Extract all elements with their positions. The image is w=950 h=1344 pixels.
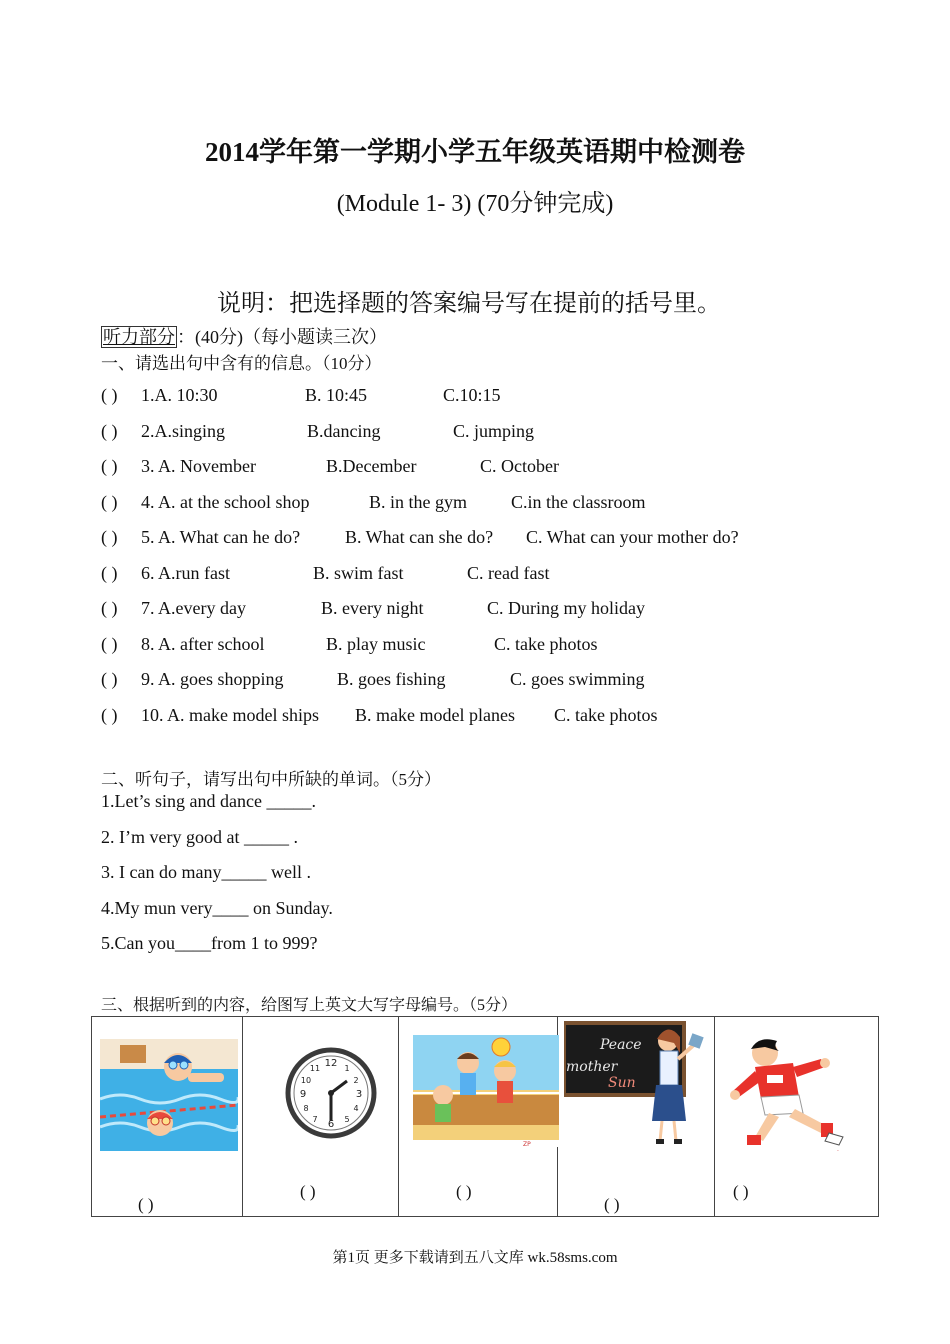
fill-item: 3. I can do many_____ well .: [101, 862, 311, 882]
svg-text:5: 5: [344, 1115, 350, 1124]
option-c: C. During my holiday: [487, 598, 645, 618]
svg-text:1: 1: [344, 1064, 350, 1073]
answer-paren[interactable]: ( ): [101, 527, 118, 547]
board-word: mother: [566, 1059, 618, 1075]
picture-cell: [92, 1017, 243, 1217]
svg-text:.: .: [837, 1146, 839, 1153]
teacher-blackboard-icon: [564, 1019, 709, 1149]
picture-table: [91, 1016, 879, 1217]
option-a: 10. A. make model ships: [141, 705, 319, 725]
answer-paren[interactable]: ( ): [101, 456, 118, 476]
football-player-icon: [725, 1033, 875, 1153]
option-a: 5. A. What can he do?: [141, 527, 301, 547]
board-word: Peace: [600, 1037, 642, 1053]
option-a: 1.A. 10:30: [141, 385, 218, 405]
option-b: B. swim fast: [313, 563, 404, 583]
svg-text:12: 12: [324, 1058, 338, 1069]
picture-cell: [243, 1017, 399, 1217]
answer-paren[interactable]: ( ): [101, 705, 118, 725]
answer-paren[interactable]: ( ): [101, 598, 118, 618]
answer-paren[interactable]: ( ): [101, 421, 118, 441]
svg-text:7: 7: [312, 1115, 318, 1124]
instruction: 说明：把选择题的答案编号写在提前的括号里。: [217, 291, 721, 317]
svg-text:11: 11: [309, 1064, 321, 1073]
answer-paren[interactable]: ( ): [456, 1182, 472, 1201]
option-b: B. 10:45: [305, 385, 368, 405]
answer-paren[interactable]: ( ): [300, 1182, 316, 1201]
option-a: 3. A. November: [141, 456, 256, 476]
svg-text:4: 4: [353, 1104, 359, 1113]
option-b: B. play music: [326, 634, 426, 654]
answer-paren[interactable]: ( ): [101, 669, 118, 689]
fill-item: 1.Let’s sing and dance _____.: [101, 791, 316, 811]
option-b: B.December: [326, 456, 417, 476]
svg-text:ZP: ZP: [523, 1141, 531, 1147]
option-a: 7. A.every day: [141, 598, 246, 618]
option-a: 8. A. after school: [141, 634, 265, 654]
page-title: 2014学年第一学期小学五年级英语期中检测卷: [205, 137, 745, 167]
option-c: C. take photos: [554, 705, 658, 725]
option-b: B. goes fishing: [337, 669, 446, 689]
picture-cell: [399, 1017, 558, 1217]
section2-heading: 二、听句子，请写出句中所缺的单词。（5分）: [101, 770, 441, 789]
answer-paren[interactable]: ( ): [101, 634, 118, 654]
answer-paren[interactable]: ( ): [101, 385, 118, 405]
svg-text:8: 8: [303, 1104, 309, 1113]
option-b: B.dancing: [307, 421, 381, 441]
svg-text:9: 9: [299, 1089, 307, 1100]
option-a: 4. A. at the school shop: [141, 492, 310, 512]
option-b: B. every night: [321, 598, 424, 618]
fill-item: 5.Can you____from 1 to 999?: [101, 933, 318, 953]
listening-heading: [101, 323, 387, 349]
svg-text:6: 6: [327, 1119, 335, 1130]
fill-item: 4.My mun very____ on Sunday.: [101, 898, 333, 918]
answer-paren[interactable]: ( ): [604, 1195, 620, 1214]
svg-text:2: 2: [353, 1076, 359, 1085]
swimming-kids-icon: [100, 1039, 238, 1151]
svg-text:3: 3: [355, 1089, 363, 1100]
board-word: Sun: [608, 1075, 636, 1091]
answer-paren[interactable]: ( ): [733, 1182, 749, 1201]
answer-paren[interactable]: ( ): [101, 492, 118, 512]
option-c: C.10:15: [443, 385, 501, 405]
option-a: 6. A.run fast: [141, 563, 230, 583]
section3-heading: 三、根据听到的内容，给图写上英文大写字母编号。（5分）: [101, 997, 518, 1014]
page-footer: 第1页 更多下载请到五八文库 wk.58sms.com: [332, 1250, 618, 1266]
option-c: C. October: [480, 456, 559, 476]
picture-cell: [558, 1017, 715, 1217]
option-c: C. take photos: [494, 634, 598, 654]
svg-text:10: 10: [300, 1076, 312, 1085]
option-b: B. What can she do?: [345, 527, 494, 547]
option-c: C. read fast: [467, 563, 550, 583]
clock-icon: [285, 1047, 377, 1139]
option-c: C.in the classroom: [511, 492, 646, 512]
option-c: C. What can your mother do?: [526, 527, 739, 547]
listening-rest: ：(40分)（每小题读三次）: [177, 327, 387, 347]
option-c: C. jumping: [453, 421, 535, 441]
option-b: B. in the gym: [369, 492, 467, 512]
section1-heading: 一、请选出句中含有的信息。（10分）: [101, 354, 382, 373]
answer-paren[interactable]: ( ): [101, 563, 118, 583]
fill-item: 2. I’m very good at _____ .: [101, 827, 298, 847]
option-b: B. make model planes: [355, 705, 515, 725]
page-subtitle: (Module 1- 3) (70分钟完成): [336, 191, 614, 217]
kids-playing-ball-icon: [413, 1035, 559, 1147]
listening-label: 听力部分: [103, 327, 175, 347]
option-a: 2.A.singing: [141, 421, 226, 441]
answer-paren[interactable]: ( ): [138, 1195, 154, 1214]
option-a: 9. A. goes shopping: [141, 669, 284, 689]
option-c: C. goes swimming: [510, 669, 645, 689]
picture-cell: [715, 1017, 879, 1217]
